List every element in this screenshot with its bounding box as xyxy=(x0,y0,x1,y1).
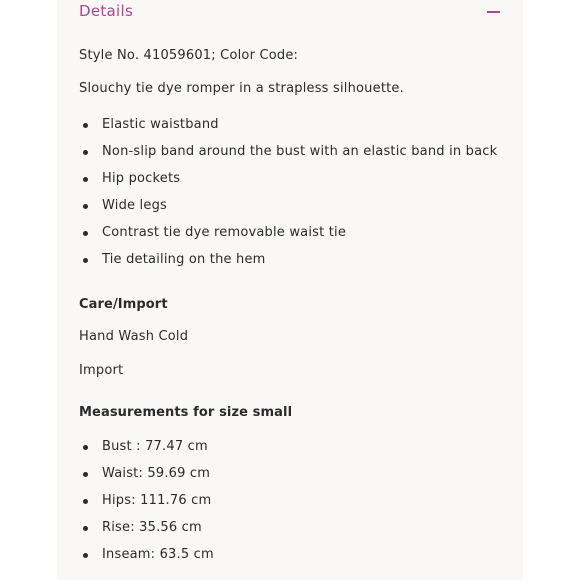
feature-text: Elastic waistband xyxy=(102,117,219,132)
bullet-icon xyxy=(83,526,88,531)
measurement-text: Inseam: 63.5 cm xyxy=(102,547,214,562)
care-wash-text: Hand Wash Cold xyxy=(79,329,189,344)
bullet-icon xyxy=(83,553,88,558)
minus-icon-bar xyxy=(487,11,500,13)
bullet-icon xyxy=(83,177,88,182)
measurement-text: Hips: 111.76 cm xyxy=(102,493,212,508)
style-number: Style No. 41059601; Color Code: xyxy=(79,48,299,63)
bullet-icon xyxy=(83,445,88,450)
product-description: Slouchy tie dye romper in a strapless silhouette. xyxy=(79,81,404,96)
details-header[interactable] xyxy=(57,0,523,26)
details-panel xyxy=(57,0,523,580)
feature-text: Non-slip band around the bust with an elastic band in back xyxy=(102,144,498,159)
bullet-icon xyxy=(83,150,88,155)
measurement-text: Waist: 59.69 cm xyxy=(102,466,211,481)
bullet-icon xyxy=(83,258,88,263)
measurement-text: Bust : 77.47 cm xyxy=(102,439,208,454)
details-title[interactable]: Details xyxy=(79,2,134,20)
feature-text: Tie detailing on the hem xyxy=(102,252,266,267)
bullet-icon xyxy=(83,204,88,209)
measurements-heading: Measurements for size small xyxy=(79,405,293,420)
minus-icon[interactable] xyxy=(485,4,503,18)
care-origin-text: Import xyxy=(79,363,124,378)
measurement-text: Rise: 35.56 cm xyxy=(102,520,202,535)
feature-text: Hip pockets xyxy=(102,171,181,186)
bullet-icon xyxy=(83,231,88,236)
bullet-icon xyxy=(83,472,88,477)
bullet-icon xyxy=(83,499,88,504)
feature-text: Wide legs xyxy=(102,198,167,213)
bullet-icon xyxy=(83,123,88,128)
care-import-heading: Care/Import xyxy=(79,297,168,312)
feature-text: Contrast tie dye removable waist tie xyxy=(102,225,347,240)
